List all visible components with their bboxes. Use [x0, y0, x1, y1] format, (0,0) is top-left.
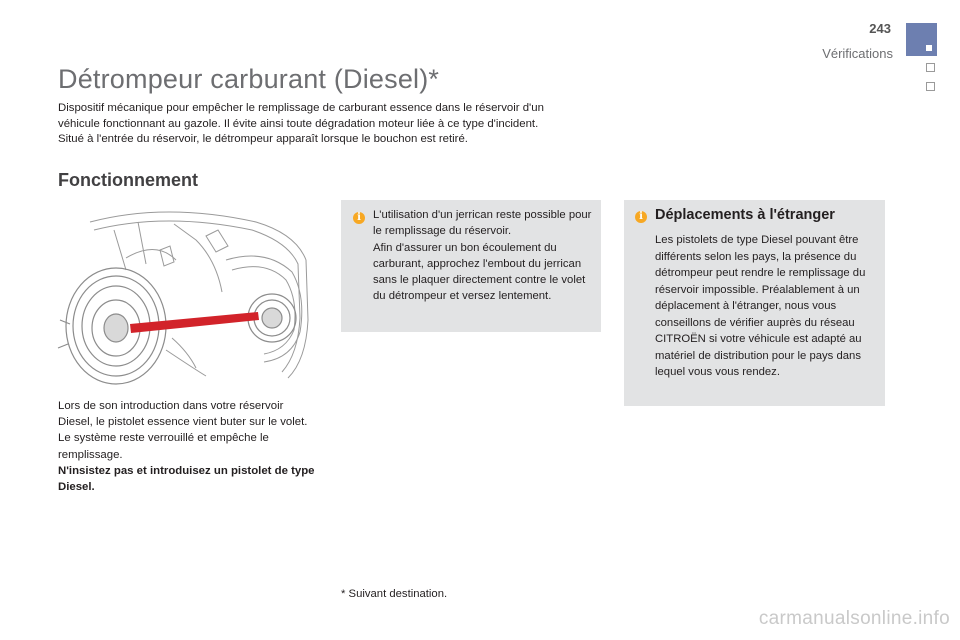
page-title: Détrompeur carburant (Diesel)*: [58, 64, 440, 94]
section-name: Vérifications: [822, 46, 893, 61]
intro-paragraph: [58, 101, 618, 148]
info-box-jerrican: [341, 200, 601, 332]
intro-line-2: véhicule fonctionnant au gazole. Il évite ainsi toute dégradation moteur liée à ce type d'incident.: [58, 117, 539, 130]
chapter-tab-1[interactable]: [926, 63, 935, 72]
watermark-logo: carmanualsonline.info: [758, 608, 950, 629]
info-icon: i: [635, 211, 647, 223]
info-box-jerrican-text: [373, 207, 595, 305]
info-box-abroad-text: Les pistolets de type Diesel pouvant être différents selon les pays, la présence du détrompeur peut rendre le remplissage du réservoir impossible. Préalablement à un déplacement à l'étranger, nous vous conseillons de vérifier auprès du réseau CITROËN si votre véhicule est adapté au matériel de distribution pour le pays dans lequel vous vous rendez.: [655, 234, 866, 378]
info-box-abroad: [624, 200, 885, 406]
fuel-filler-illustration: [56, 200, 316, 385]
operation-warning: N'insistez pas et introduisez un pistolet de type Diesel.: [58, 464, 315, 494]
tab-marker: [926, 45, 932, 51]
chapter-tab-active[interactable]: [906, 23, 937, 56]
info-icon: i: [353, 212, 365, 224]
fuel-filler-drawing: [56, 200, 316, 385]
footnote: * Suivant destination.: [341, 588, 448, 600]
operation-text: Lors de son introduction dans votre réservoir Diesel, le pistolet essence vient buter sur le volet. Le système reste verrouillé et empêche le remplissage.: [58, 400, 308, 461]
info-box-abroad-title: Déplacements à l'étranger: [655, 207, 835, 223]
page-number: 243: [869, 21, 891, 36]
chapter-tab-2[interactable]: [926, 82, 935, 91]
intro-line-3: Situé à l'entrée du réservoir, le détrompeur apparaît lorsque le bouchon est retiré.: [58, 133, 468, 145]
info-box-jerrican-p2: Afin d'assurer un bon écoulement du carburant, approchez l'embout du jerrican sans le plaquer directement contre le volet du détrompeur et versez lentement.: [373, 241, 586, 303]
intro-line-1: Dispositif mécanique pour empêcher le remplissage de carburant essence dans le réservoir d'un: [58, 102, 544, 114]
section-heading: Fonctionnement: [58, 170, 198, 190]
info-box-jerrican-p1: L'utilisation d'un jerrican reste possible pour le remplissage du réservoir.: [373, 209, 592, 238]
operation-description: [58, 398, 318, 495]
